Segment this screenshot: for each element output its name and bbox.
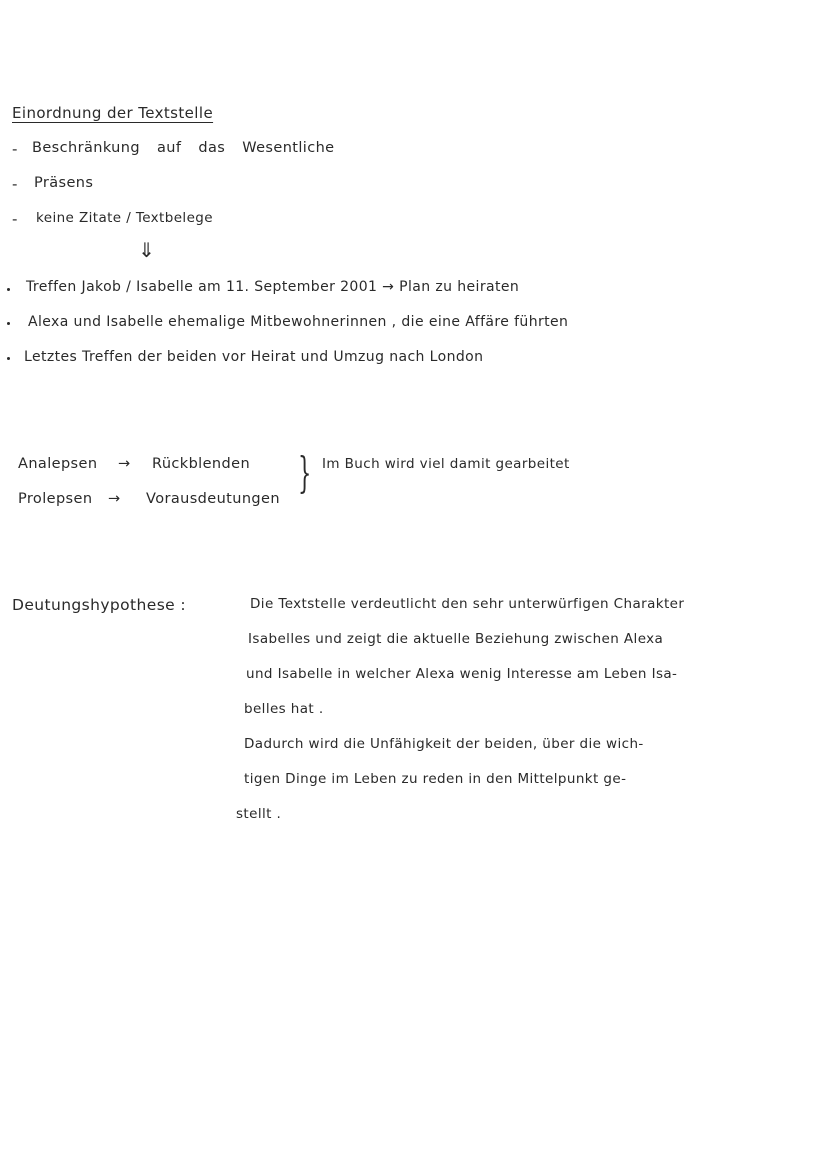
section-heading: Einordnung der Textstelle — [12, 104, 214, 122]
hypothesis-line: Die Textstelle verdeutlicht den sehr unterwürfigen Charakter — [250, 596, 685, 612]
hypothesis-line: und Isabelle in welcher Alexa wenig Interesse am Leben Isa- — [246, 666, 678, 682]
dash-marker: - — [12, 210, 18, 228]
hypothesis-line: stellt . — [236, 806, 282, 822]
bullet-dot — [7, 357, 10, 360]
bullet-item: Alexa und Isabelle ehemalige Mitbewohnerinnen , die eine Affäre führten — [28, 314, 569, 330]
bullet-item: Letztes Treffen der beiden vor Heirat und Umzug nach London — [24, 349, 484, 365]
hypothesis-line: tigen Dinge im Leben zu reden in den Mittelpunkt ge- — [244, 771, 627, 787]
hypothesis-line: Dadurch wird die Unfähigkeit der beiden, über die wich- — [244, 736, 644, 752]
term-definition: Vorausdeutungen — [146, 491, 280, 507]
hypothesis-line: Isabelles und zeigt die aktuelle Beziehung zwischen Alexa — [248, 631, 664, 647]
bullet-item: Treffen Jakob / Isabelle am 11. September 2001 → Plan zu heiraten — [26, 279, 520, 295]
dash-item: Beschränkung auf das Wesentliche — [32, 140, 335, 156]
hypothesis-line: belles hat . — [244, 701, 324, 717]
term-definition: Rückblenden — [152, 456, 251, 472]
term-analepsen: Analepsen — [18, 456, 98, 472]
bullet-dot — [7, 322, 10, 325]
dash-item: Präsens — [34, 175, 94, 191]
brace-note: Im Buch wird viel damit gearbeitet — [322, 456, 570, 472]
term-arrow: → — [118, 456, 131, 472]
hypothesis-label: Deutungshypothese : — [12, 596, 187, 614]
bullet-dot — [7, 288, 10, 291]
dash-marker: - — [12, 140, 18, 158]
dash-item: keine Zitate / Textbelege — [36, 210, 213, 226]
term-arrow: → — [108, 491, 121, 507]
down-arrow-icon: ⇓ — [138, 238, 155, 262]
term-prolepsen: Prolepsen — [18, 491, 93, 507]
curly-brace: } — [298, 448, 312, 497]
dash-marker: - — [12, 175, 18, 193]
